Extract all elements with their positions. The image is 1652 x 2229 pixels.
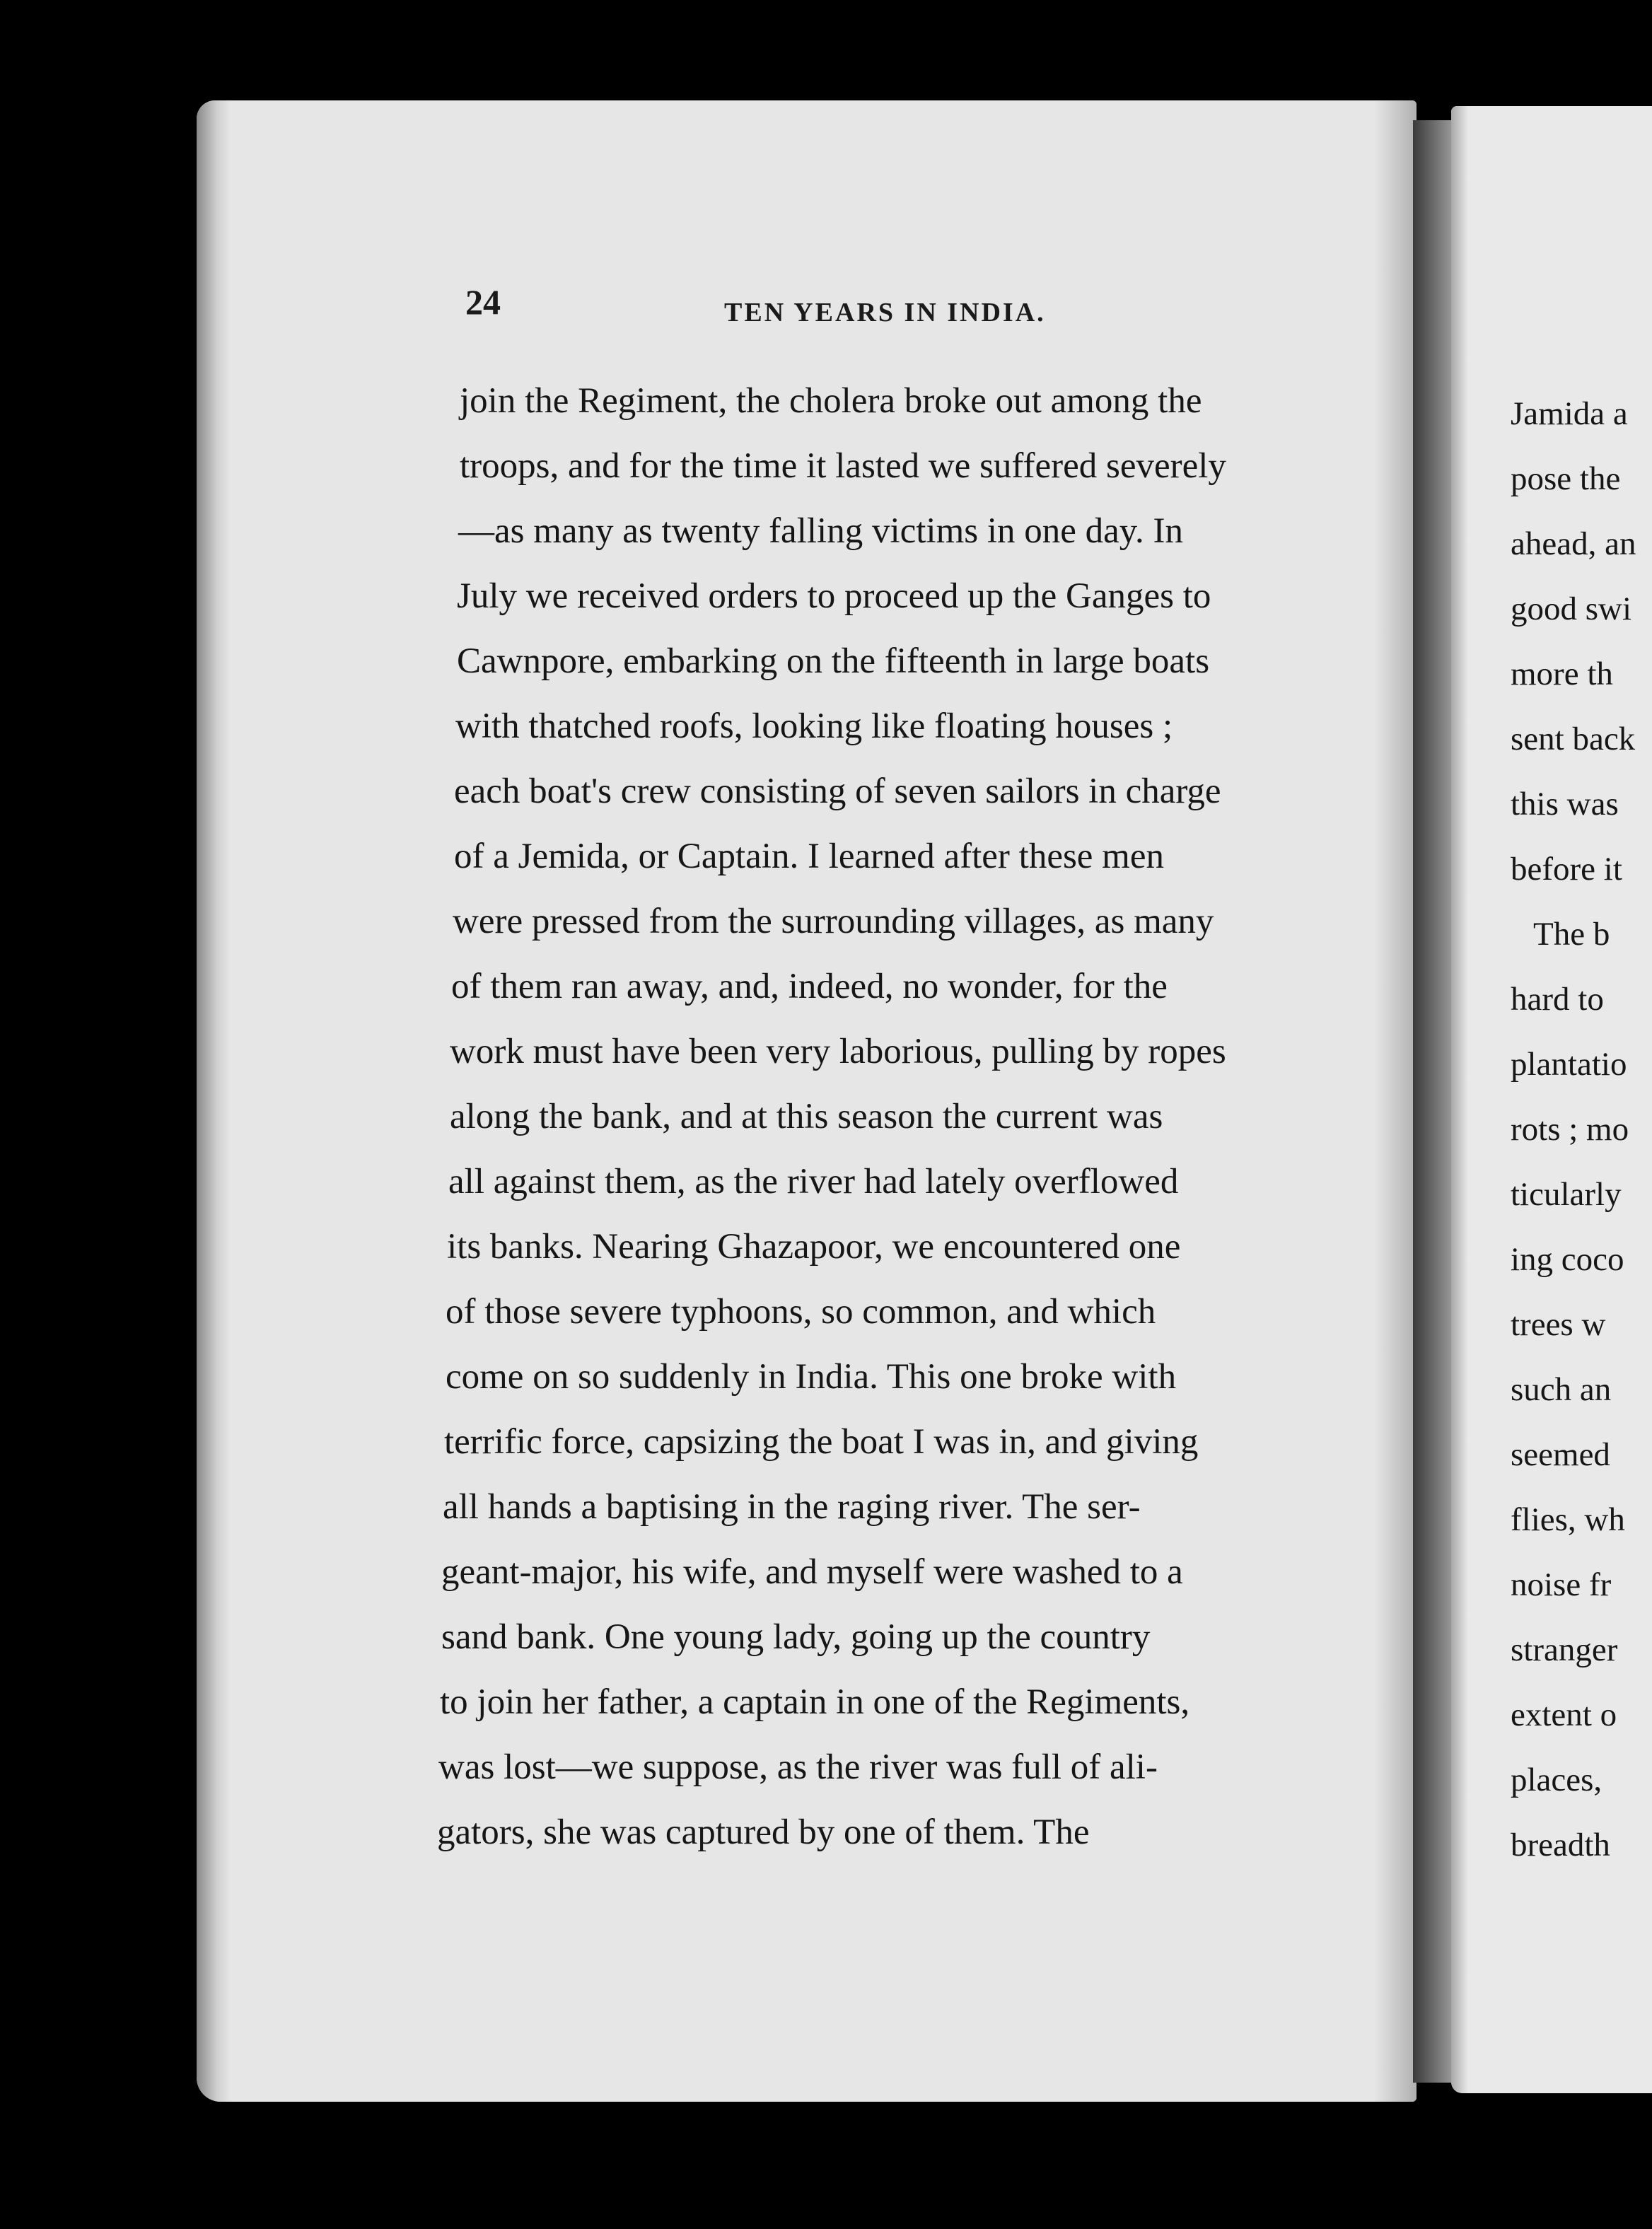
text-line: terrific force, capsizing the boat I was in, and giving bbox=[444, 1422, 1199, 1462]
text-line: troops, and for the time it lasted we suffered severely bbox=[460, 446, 1226, 486]
text-line: of those severe typhoons, so common, and which bbox=[446, 1292, 1156, 1332]
text-line: all hands a baptising in the raging river. The ser- bbox=[443, 1487, 1141, 1527]
text-line: Cawnpore, embarking on the fifteenth in large boats bbox=[457, 641, 1210, 681]
text-line: sent back bbox=[1511, 721, 1636, 757]
text-line: breadth bbox=[1511, 1827, 1610, 1863]
text-line: seemed bbox=[1511, 1436, 1610, 1473]
text-line: to join her father, a captain in one of the Regiments, bbox=[440, 1682, 1190, 1722]
text-line: gators, she was captured by one of them. The bbox=[437, 1812, 1090, 1852]
text-line: July we received orders to proceed up the Ganges to bbox=[457, 576, 1211, 616]
text-line: places, bbox=[1511, 1762, 1602, 1798]
text-line: The b bbox=[1533, 916, 1610, 953]
book-gutter bbox=[1413, 120, 1453, 2083]
text-line: before it bbox=[1511, 851, 1622, 887]
right-page bbox=[1451, 106, 1652, 2093]
text-line: stranger bbox=[1511, 1631, 1618, 1668]
text-line: come on so suddenly in India. This one broke with bbox=[446, 1357, 1177, 1397]
text-line: were pressed from the surrounding villages, as many bbox=[453, 902, 1214, 941]
text-line: plantatio bbox=[1511, 1046, 1627, 1083]
text-line: Jamida a bbox=[1511, 395, 1628, 432]
text-line: work must have been very laborious, pulling by ropes bbox=[450, 1032, 1226, 1071]
text-line: trees w bbox=[1511, 1306, 1606, 1343]
text-line: ing coco bbox=[1511, 1241, 1624, 1278]
text-line: this was bbox=[1511, 786, 1619, 822]
text-line: ticularly bbox=[1511, 1176, 1622, 1213]
text-line: was lost—we suppose, as the river was full of ali- bbox=[438, 1747, 1158, 1787]
text-line: each boat's crew consisting of seven sailors in charge bbox=[454, 772, 1221, 811]
text-line: rots ; mo bbox=[1511, 1111, 1629, 1148]
text-line: with thatched roofs, looking like floating houses ; bbox=[455, 706, 1173, 746]
text-line: noise fr bbox=[1511, 1566, 1612, 1603]
text-line: pose the bbox=[1511, 460, 1621, 497]
text-line: good swi bbox=[1511, 590, 1632, 627]
text-line: geant-major, his wife, and myself were washed to a bbox=[441, 1552, 1183, 1592]
text-line: —as many as twenty falling victims in one day. In bbox=[458, 511, 1183, 551]
text-line: along the bank, and at this season the current was bbox=[450, 1097, 1163, 1136]
text-line: join the Regiment, the cholera broke out among the bbox=[460, 381, 1202, 421]
text-line: flies, wh bbox=[1511, 1501, 1625, 1538]
text-line: hard to bbox=[1511, 981, 1604, 1018]
text-line: ahead, an bbox=[1511, 525, 1636, 562]
text-line: of a Jemida, or Captain. I learned after these men bbox=[454, 837, 1164, 876]
text-line: extent o bbox=[1511, 1697, 1617, 1733]
text-line: all against them, as the river had lately overflowed bbox=[448, 1162, 1179, 1201]
text-line: its banks. Nearing Ghazapoor, we encountered one bbox=[447, 1227, 1181, 1267]
running-head: TEN YEARS IN INDIA. bbox=[724, 298, 1046, 327]
text-line: more th bbox=[1511, 656, 1613, 692]
page-number: 24 bbox=[465, 282, 501, 322]
text-line: of them ran away, and, indeed, no wonder, for the bbox=[451, 967, 1168, 1006]
text-line: sand bank. One young lady, going up the country bbox=[441, 1617, 1151, 1657]
text-line: such an bbox=[1511, 1371, 1612, 1408]
